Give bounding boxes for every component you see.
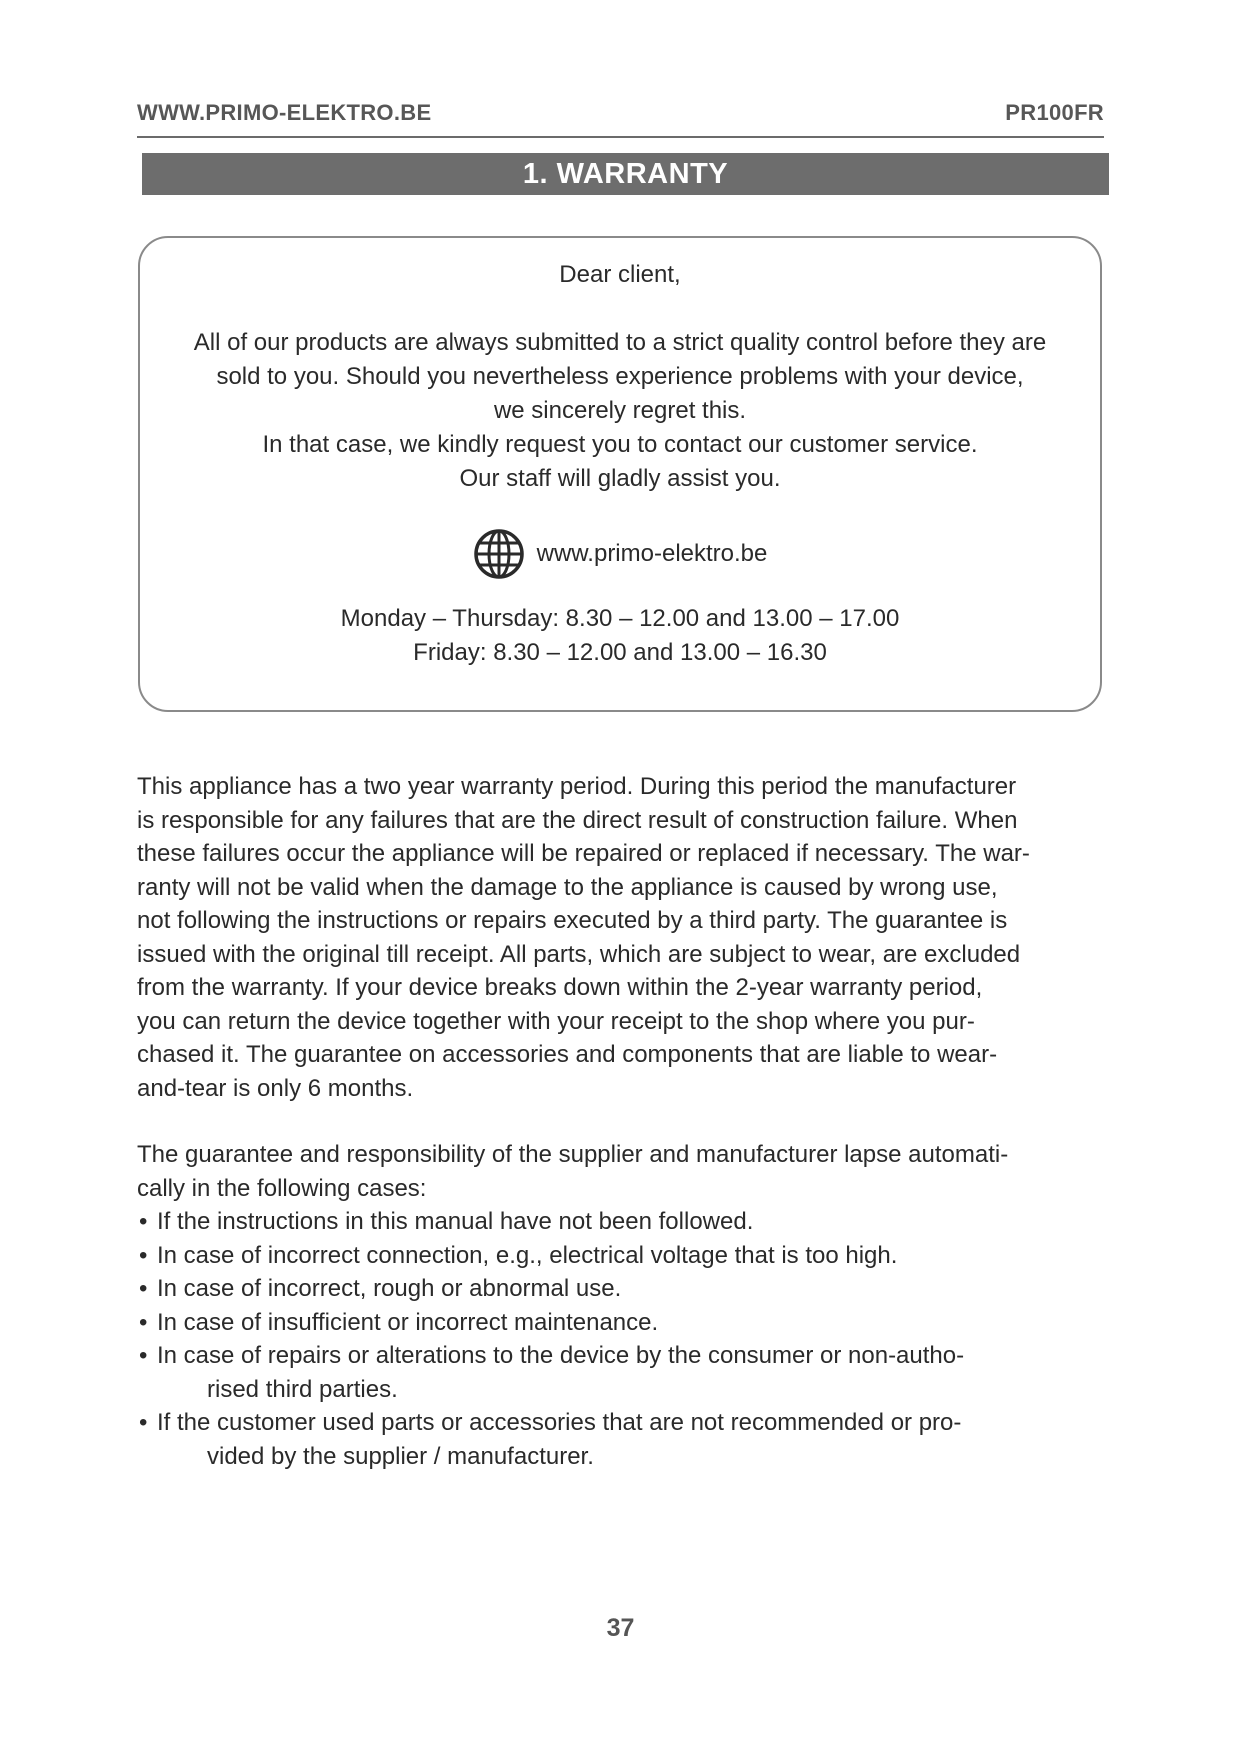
bullet: • (139, 1342, 148, 1369)
intro-line: All of our products are always submitted to a strict quality control before they are (193, 329, 1047, 356)
bullet: • (139, 1208, 148, 1235)
lapse-intro-line: The guarantee and responsibility of the supplier and manufacturer lapse automati- (137, 1141, 1009, 1168)
list-item (137, 1306, 1107, 1340)
list-item-text: In case of insufficient or incorrect maintenance. (157, 1308, 659, 1336)
paragraph-line: these failures occur the appliance will be repaired or replaced if necessary. The war- (137, 840, 1030, 867)
paragraph-line: and-tear is only 6 months. (137, 1074, 414, 1102)
paragraph-line: not following the instructions or repairs executed by a third party. The guarantee is (137, 907, 1008, 934)
intro-line: Our staff will gladly assist you. (459, 465, 781, 492)
lapse-cases-list (137, 1205, 1107, 1473)
hours-line: Friday: 8.30 – 12.00 and 13.00 – 16.30 (413, 639, 827, 666)
paragraph-line: chased it. The guarantee on accessories and components that are liable to wear- (137, 1041, 998, 1068)
list-item (137, 1339, 1107, 1406)
paragraph-line: issued with the original till receipt. All parts, which are subject to wear, are excluded (137, 940, 1021, 968)
website-row (140, 528, 1100, 580)
bullet: • (139, 1308, 148, 1336)
list-item-text: If the instructions in this manual have not been followed. (157, 1208, 754, 1235)
website-link[interactable]: www.primo-elektro.be (536, 540, 768, 567)
paragraph-line: ranty will not be valid when the damage to the appliance is caused by wrong use, (137, 873, 998, 901)
list-item-continuation: vided by the supplier / manufacturer. (207, 1442, 594, 1470)
bullet: • (139, 1275, 148, 1302)
contact-intro (150, 326, 1090, 496)
list-item (137, 1406, 1107, 1473)
intro-line: sold to you. Should you nevertheless experience problems with your device, (216, 363, 1024, 390)
page-number: 37 (606, 1614, 635, 1642)
intro-line: we sincerely regret this. (493, 397, 747, 424)
bullet: • (139, 1241, 148, 1269)
paragraph-line: This appliance has a two year warranty period. During this period the manufacturer (137, 773, 1017, 800)
list-item-text: If the customer used parts or accessories that are not recommended or pro- (157, 1409, 962, 1436)
section-title: 1. WARRANTY (522, 157, 729, 190)
list-item-text: In case of repairs or alterations to the device by the consumer or non-autho- (157, 1342, 965, 1369)
warranty-paragraph (137, 770, 1107, 1105)
page-header (137, 100, 1104, 138)
contact-box (138, 236, 1102, 712)
lapse-section (137, 1138, 1107, 1473)
header-website: WWW.PRIMO-ELEKTRO.BE (137, 100, 432, 125)
paragraph-line: you can return the device together with your receipt to the shop where you pur- (137, 1007, 975, 1035)
greeting: Dear client, (559, 261, 681, 288)
lapse-intro-line: cally in the following cases: (137, 1174, 427, 1202)
bullet: • (139, 1409, 148, 1436)
list-item (137, 1205, 1107, 1239)
list-item-text: In case of incorrect connection, e.g., electrical voltage that is too high. (157, 1241, 898, 1269)
header-model: PR100FR (1005, 100, 1104, 125)
hours-line: Monday – Thursday: 8.30 – 12.00 and 13.00 – 17.00 (340, 605, 900, 632)
intro-line: In that case, we kindly request you to contact our customer service. (262, 431, 978, 458)
opening-hours (140, 602, 1100, 670)
list-item-continuation: rised third parties. (207, 1375, 398, 1403)
paragraph-line: from the warranty. If your device breaks down within the 2-year warranty period, (137, 974, 983, 1001)
section-title-bar (142, 153, 1109, 195)
list-item (137, 1272, 1107, 1306)
list-item (137, 1239, 1107, 1273)
list-item-text: In case of incorrect, rough or abnormal use. (157, 1275, 622, 1302)
globe-icon (473, 528, 525, 580)
paragraph-line: is responsible for any failures that are the direct result of construction failure. When (137, 806, 1018, 834)
